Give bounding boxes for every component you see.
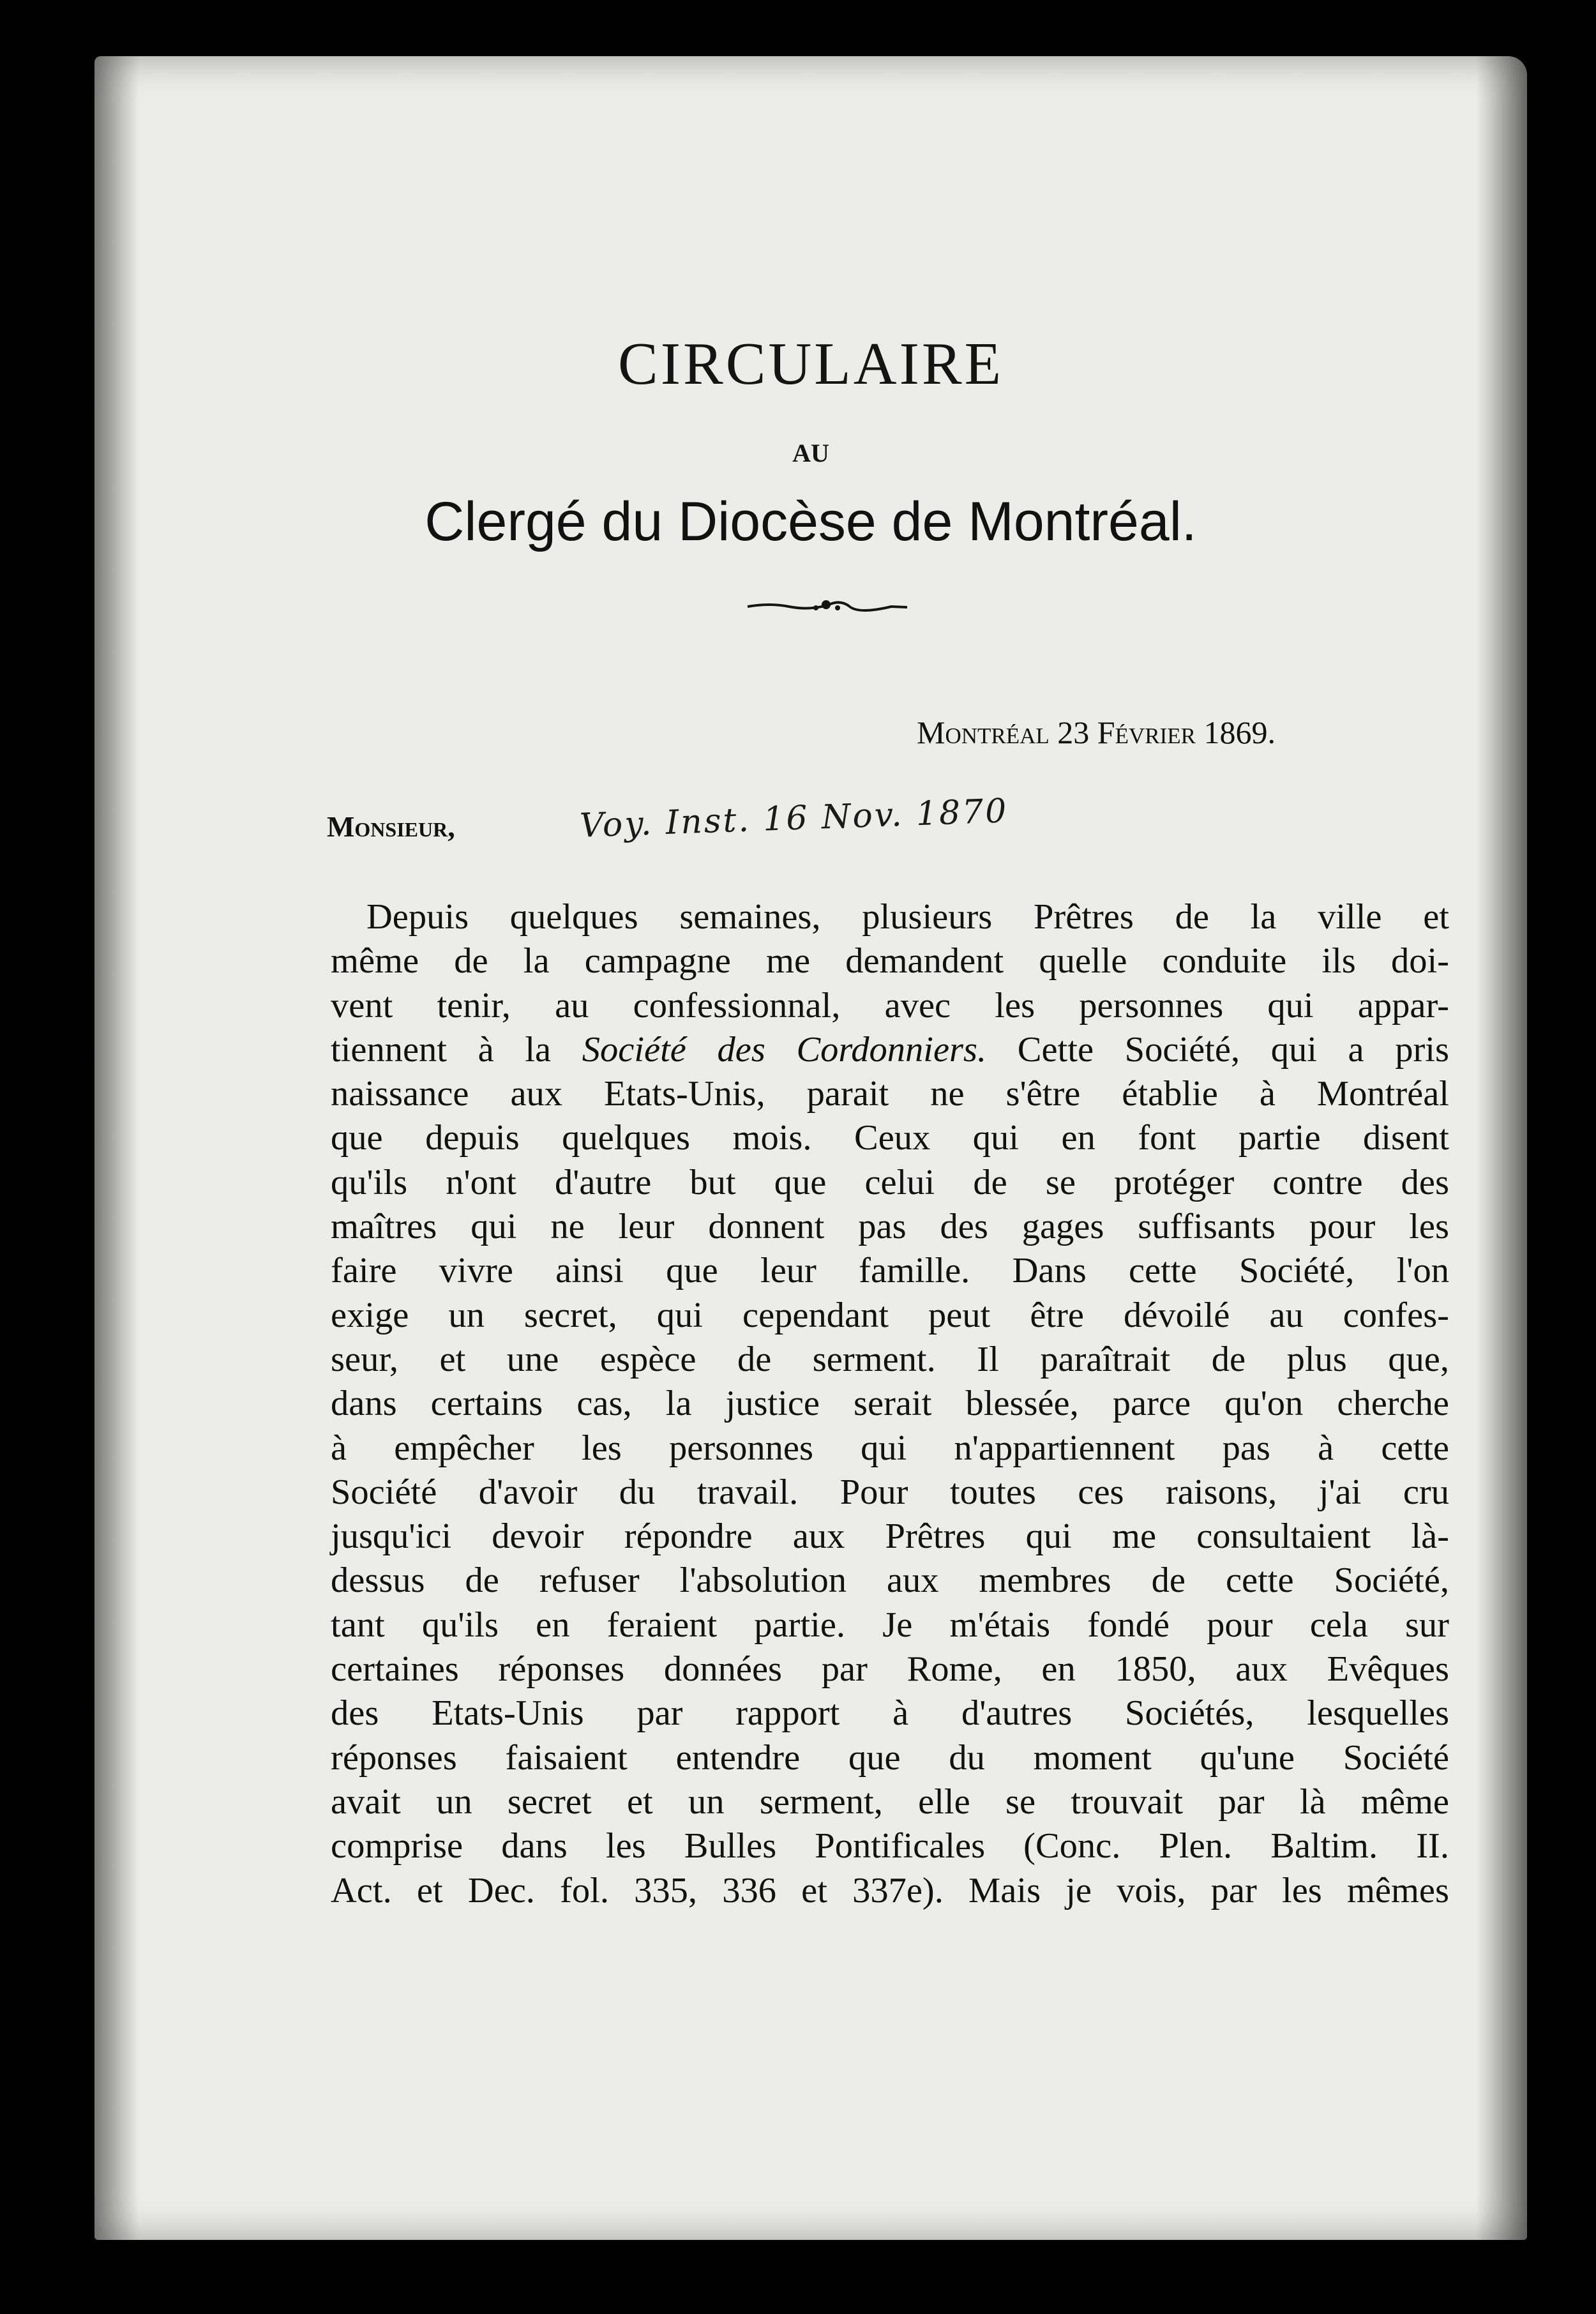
body-line: certaines réponses données par Rome, en 1850, aux Evêques xyxy=(331,1649,1449,1690)
document-page xyxy=(94,56,1527,2240)
title-connector: AU xyxy=(792,439,829,467)
body-line: Depuis quelques semaines, plusieurs Prêtres de la ville et xyxy=(366,897,1449,937)
salutation: Monsieur, xyxy=(327,810,455,843)
body-line: que depuis quelques mois. Ceux qui en font partie disent xyxy=(331,1118,1449,1158)
body-line: dessus de refuser l'absolution aux membres de cette Société, xyxy=(331,1561,1449,1601)
document-title: CIRCULAIRE xyxy=(618,331,1004,397)
body-line: seur, et une espèce de serment. Il paraîtrait de plus que, xyxy=(331,1339,1449,1379)
body-line: à empêcher les personnes qui n'appartiennent pas à cette xyxy=(331,1428,1449,1468)
document-subtitle: Clergé du Diocèse de Montréal. xyxy=(425,491,1197,552)
body-line: comprise dans les Bulles Pontificales (Conc. Plen. Baltim. II. xyxy=(331,1826,1449,1866)
body-line: qu'ils n'ont d'autre but que celui de se protéger contre des xyxy=(331,1162,1449,1202)
body-line: maîtres qui ne leur donnent pas des gages suffisants pour les xyxy=(331,1207,1449,1247)
body-line: dans certains cas, la justice serait blessée, parce qu'on cherche xyxy=(331,1384,1449,1424)
body-line: naissance aux Etats-Unis, parait ne s'être établie à Montréal xyxy=(331,1074,1449,1114)
body-text xyxy=(331,895,1449,1913)
body-line: Act. et Dec. fol. 335, 336 et 337e). Mais je vois, par les mêmes xyxy=(331,1870,1449,1910)
body-line: faire vivre ainsi que leur famille. Dans cette Société, l'on xyxy=(331,1251,1449,1291)
body-line: tant qu'ils en feraient partie. Je m'étais fondé pour cela sur xyxy=(331,1605,1449,1645)
body-line: des Etats-Unis par rapport à d'autres Sociétés, lesquelles xyxy=(331,1693,1449,1734)
body-line: tiennent à la Société des Cordonniers. Cette Société, qui a pris xyxy=(331,1029,1449,1070)
ornament-divider xyxy=(744,594,910,619)
body-line: vent tenir, au confessionnal, avec les personnes qui appar- xyxy=(331,985,1449,1025)
body-line: réponses faisaient entendre que du moment qu'une Société xyxy=(331,1737,1449,1778)
body-line: jusqu'ici devoir répondre aux Prêtres qui me consultaient là- xyxy=(331,1516,1449,1557)
body-line: même de la campagne me demandent quelle conduite ils doi- xyxy=(331,941,1449,981)
dateline: Montréal 23 Février 1869. xyxy=(917,715,1276,750)
body-line: Société d'avoir du travail. Pour toutes ces raisons, j'ai cru xyxy=(331,1472,1449,1512)
body-line: exige un secret, qui cependant peut être dévoilé au confes- xyxy=(331,1295,1449,1335)
body-line: avait un secret et un serment, elle se trouvait par là même xyxy=(331,1781,1449,1822)
handwritten-annotation: Voy. Inst. 16 Nov. 1870 xyxy=(579,792,1009,845)
italic-society-name: Société des Cordonniers. xyxy=(582,1029,987,1070)
